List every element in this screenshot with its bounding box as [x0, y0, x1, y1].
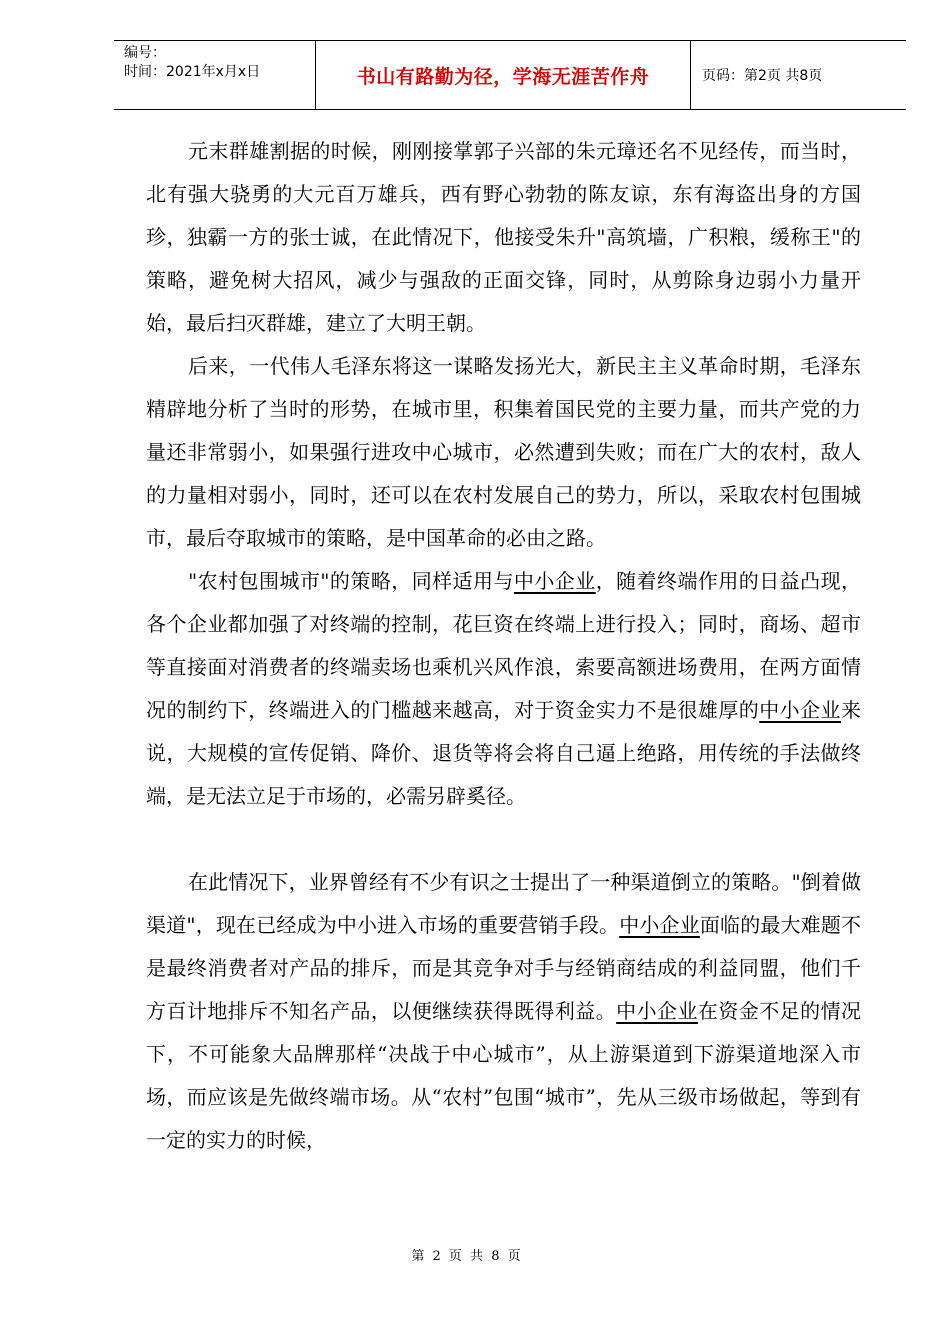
- serial-label: 编号：: [124, 45, 166, 61]
- header-meta-cell: [114, 41, 314, 109]
- paragraph-text: 元末群雄割据的时候，刚刚接掌郭子兴部的朱元璋还名不见经传，而当时，北有强大骁勇的大元百万雄兵，西有野心勃勃的陈友谅，东有海盗出身的方国珍，独霸一方的张士诚，在此情况下，他接受朱升"高筑墙，广积粮，缓称王"的策略，避免树大招风，减少与强敌的正面交锋，同时，从剪除身边弱小力量开始，最后扫灭群雄，建立了大明王朝。: [146, 139, 861, 335]
- header-motto-cell: [315, 41, 691, 109]
- paragraph-text: ，随着终端作用的日益凸现，各个企业都加强了对终端的控制，花巨资在终端上进行投入；同时，商场、超市等直接面对消费者的终端卖场也乘机兴风作浪，索要高额进场费用，在两方面情况的制约下，终端进入的门槛越来越高，对于资金实力不是很雄厚的: [146, 569, 862, 722]
- page-header: [114, 40, 906, 110]
- paragraph-text: 后来，一代伟人毛泽东将这一谋略发扬光大，新民主主义革命时期，毛泽东精辟地分析了当时的形势，在城市里，积集着国民党的主要力量，而共产党的力量还非常弱小，如果强行进攻中心城市，必然遭到失败；而在广大的农村，敌人的力量相对弱小，同时，还可以在农村发展自己的势力，所以，采取农村包围城市，最后夺取城市的策略，是中国革命的必由之路。: [146, 354, 861, 550]
- keyword-link[interactable]: 中小企业: [616, 999, 698, 1023]
- paragraph-text: 在此情况下，业界曾经有不少有识之士提出了一种渠道倒立的策略。"倒着做渠道"，现在已经成为中小进入市场的重要营销手段。: [146, 870, 861, 937]
- time-label: 时间：2021年x月x日: [124, 64, 261, 80]
- page-footer: [0, 1245, 950, 1264]
- paragraph-text: 来说，大规模的宣传促销、降价、退货等将会将自己逼上绝路，用传统的手法做终端，是无法立足于市场的，必需另辟奚径。: [146, 698, 861, 808]
- page-info: 页码：第2页 共8页: [702, 68, 823, 84]
- paragraph-text: "农村包围城市"的策略，同样适用与: [188, 569, 514, 593]
- paragraph-text: 面临的最大难题不是最终消费者对产品的排斥，而是其竞争对手与经销商结成的利益同盟，他们千方百计地排斥不知名产品，以便继续获得既得利益。: [146, 913, 862, 1023]
- motto-text: 书山有路勤为径，学海无涯苦作舟: [356, 65, 650, 88]
- paragraph-2: [146, 345, 861, 560]
- paragraph-text: 在资金不足的情况下，不可能象大品牌那样“决战于中心城市”，从上游渠道到下游渠道地深入市场，而应该是先做终端市场。从“农村”包围“城市”，先从三级市场做起，等到有一定的实力的时候，: [146, 999, 862, 1152]
- paragraph-3: [146, 560, 861, 818]
- header-page-cell: [690, 41, 906, 109]
- paragraph-gap: [146, 818, 861, 861]
- keyword-link[interactable]: 中小企业: [619, 913, 700, 937]
- paragraph-4: [146, 861, 861, 1162]
- footer-page-number: 第 2 页 共 8 页: [411, 1249, 523, 1264]
- paragraph-1: [146, 130, 861, 345]
- keyword-link[interactable]: 中小企业: [759, 698, 841, 722]
- document-body: [146, 130, 861, 1162]
- keyword-link[interactable]: 中小企业: [513, 569, 596, 593]
